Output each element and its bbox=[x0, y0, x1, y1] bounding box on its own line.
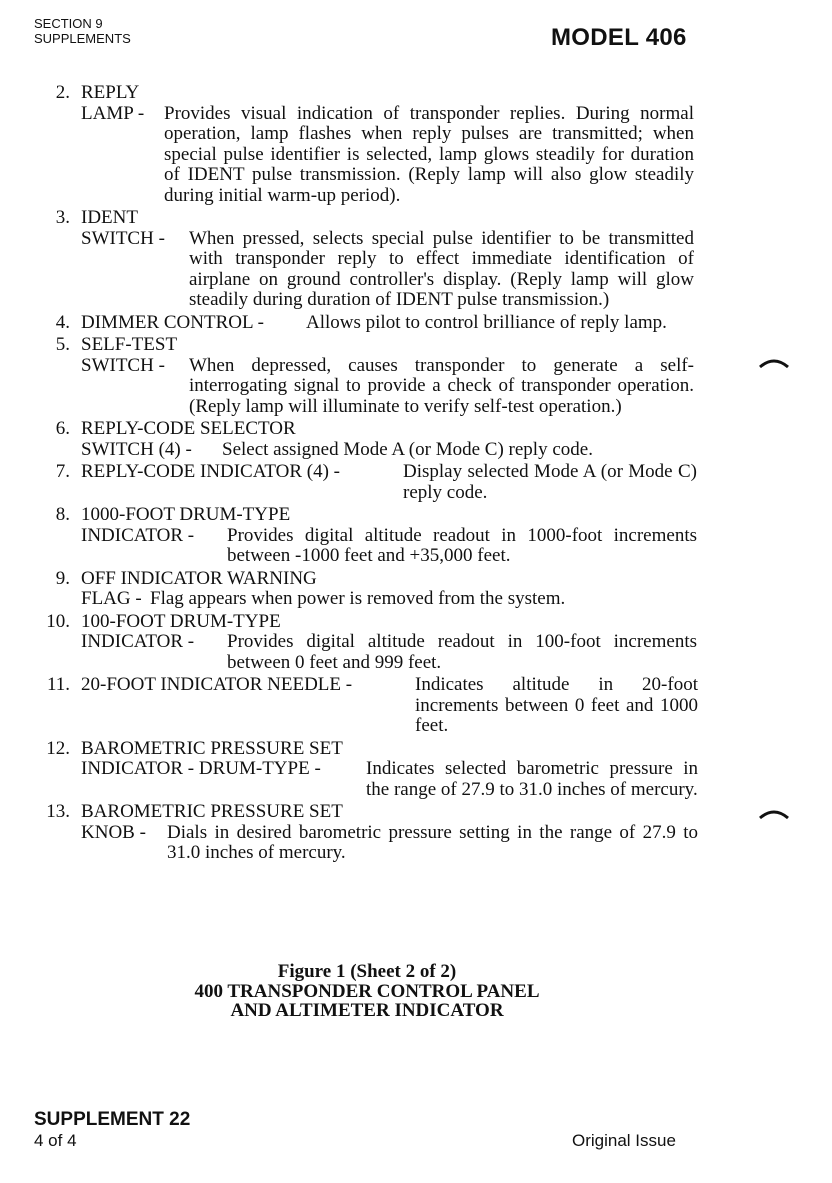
item-title: IDENT bbox=[81, 207, 138, 228]
page-number: 4 of 4 bbox=[34, 1131, 77, 1150]
revision-bar-icon bbox=[758, 357, 790, 369]
list-item bbox=[0, 569, 832, 610]
item-number: 2. bbox=[55, 82, 70, 103]
caption-line: AND ALTIMETER INDICATOR bbox=[230, 1000, 504, 1021]
revision-bar-icon bbox=[758, 808, 790, 820]
list-item bbox=[0, 612, 832, 674]
item-number: 8. bbox=[55, 504, 70, 525]
item-term: SWITCH (4) - bbox=[81, 438, 192, 460]
list-item bbox=[0, 675, 832, 737]
supplement-label: SUPPLEMENT 22 bbox=[34, 1109, 191, 1130]
list-item bbox=[0, 802, 832, 864]
section-label: SECTION 9 bbox=[34, 16, 103, 31]
list-item bbox=[0, 739, 832, 801]
item-description: When depressed, causes transponder to generate a self-interrogating signal to provide a check of transponder operation. (Reply lamp will illuminate to verify self-test operation.) bbox=[189, 354, 694, 417]
item-title: BAROMETRIC PRESSURE SET bbox=[81, 801, 343, 822]
item-title: SELF-TEST bbox=[81, 334, 178, 355]
figure-caption bbox=[0, 962, 734, 1021]
item-term: LAMP - bbox=[81, 102, 145, 124]
item-number: 11. bbox=[46, 674, 70, 695]
item-title: OFF INDICATOR WARNING bbox=[81, 567, 317, 589]
item-number: 3. bbox=[55, 207, 70, 228]
item-number: 4. bbox=[55, 311, 70, 333]
item-title: BAROMETRIC PRESSURE SET bbox=[81, 737, 343, 759]
item-number: 9. bbox=[55, 567, 70, 589]
item-title: REPLY bbox=[81, 82, 140, 103]
caption-line: Figure 1 (Sheet 2 of 2) bbox=[277, 961, 457, 982]
list-item bbox=[0, 208, 832, 311]
item-description: Provides digital altitude readout in 100-foot increments between 0 feet and 999 feet. bbox=[227, 631, 697, 673]
caption-line: 400 TRANSPONDER CONTROL PANEL bbox=[194, 980, 540, 1002]
list-item bbox=[0, 83, 832, 206]
item-description: Select assigned Mode A (or Mode C) reply code. bbox=[222, 438, 593, 460]
item-description: Provides digital altitude readout in 1000-foot increments between -1000 feet and +35,000 feet. bbox=[227, 524, 697, 566]
item-title: 1000-FOOT DRUM-TYPE bbox=[81, 504, 291, 525]
item-number: 6. bbox=[55, 418, 70, 439]
item-term: INDICATOR - DRUM-TYPE - bbox=[81, 758, 321, 779]
item-title: 100-FOOT DRUM-TYPE bbox=[81, 610, 281, 632]
item-term: SWITCH - bbox=[81, 227, 165, 249]
item-description: Flag appears when power is removed from the system. bbox=[150, 588, 566, 609]
issue-label: Original Issue bbox=[572, 1131, 676, 1150]
item-description: Indicates altitude in 20-foot increments between 0 feet and 1000 feet. bbox=[415, 674, 698, 736]
item-title: REPLY-CODE SELECTOR bbox=[81, 418, 296, 439]
item-description: When pressed, selects special pulse identifier to be transmitted with transponder reply to effect immediate identification of airplane on ground controller's display. (Reply lamp will glow steadily during duration of IDENT pulse transmission.) bbox=[189, 227, 694, 310]
item-number: 5. bbox=[55, 334, 70, 355]
item-list bbox=[0, 83, 832, 864]
item-description: Provides visual indication of transponder replies. During normal operation, lamp flashes when reply pulses are transmitted; when special pulse identifier is selected, lamp glows steadily for duration of IDENT pulse transmission. (Reply lamp will also glow steadily during initial warm-up period). bbox=[164, 102, 694, 206]
item-number: 13. bbox=[46, 801, 70, 822]
item-term: 20-FOOT INDICATOR NEEDLE - bbox=[81, 674, 353, 695]
item-term: FLAG - bbox=[81, 588, 142, 609]
item-number: 7. bbox=[55, 461, 70, 482]
item-term: SWITCH - bbox=[81, 354, 165, 376]
supplements-label: SUPPLEMENTS bbox=[34, 31, 131, 46]
list-item bbox=[0, 313, 832, 334]
list-item bbox=[0, 462, 832, 503]
item-term: INDICATOR - bbox=[81, 631, 195, 652]
model-title: MODEL 406 bbox=[551, 24, 687, 51]
item-description: Display selected Mode A (or Mode C) reply code. bbox=[403, 461, 697, 503]
item-term: REPLY-CODE INDICATOR (4) - bbox=[81, 461, 340, 482]
item-number: 10. bbox=[46, 610, 70, 632]
list-item bbox=[0, 419, 832, 460]
section-heading bbox=[34, 16, 131, 46]
list-item bbox=[0, 505, 832, 567]
list-item bbox=[0, 335, 832, 417]
item-term: INDICATOR - bbox=[81, 524, 195, 546]
item-description: Indicates selected barometric pressure in the range of 27.9 to 31.0 inches of mercury. bbox=[366, 758, 698, 800]
item-term: DIMMER CONTROL - bbox=[81, 311, 264, 333]
item-description: Allows pilot to control brilliance of reply lamp. bbox=[306, 311, 667, 333]
item-term: KNOB - bbox=[81, 821, 146, 843]
item-number: 12. bbox=[46, 737, 70, 759]
item-description: Dials in desired barometric pressure setting in the range of 27.9 to 31.0 inches of mercury. bbox=[167, 821, 698, 863]
